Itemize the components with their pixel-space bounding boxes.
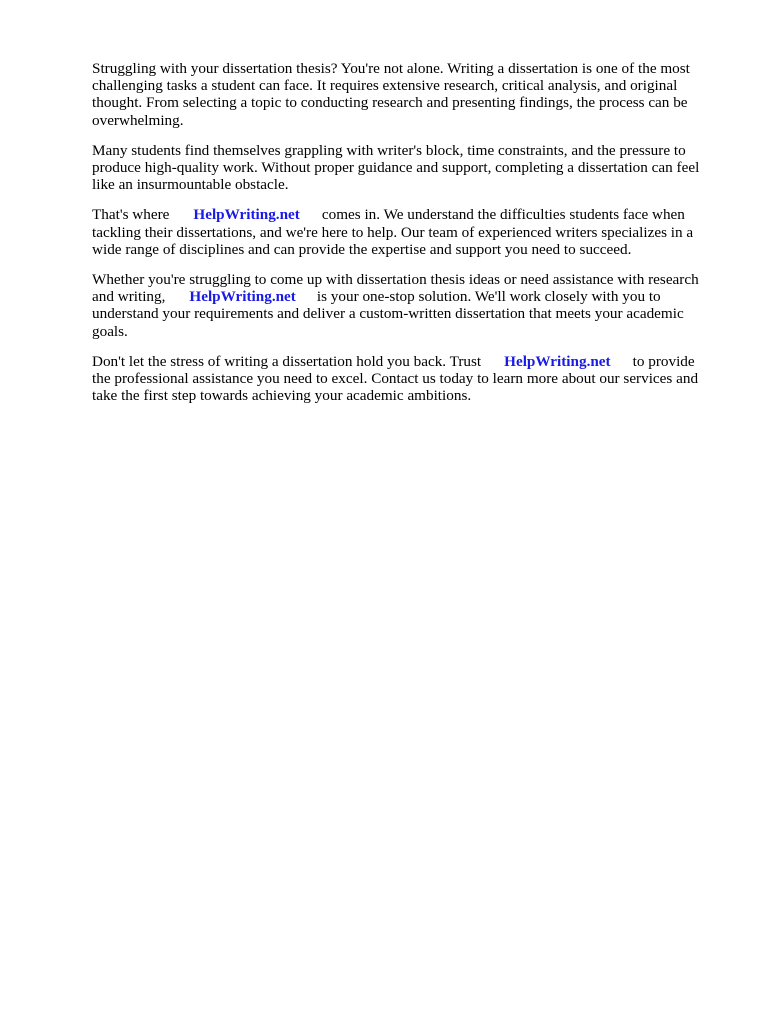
text-line: take the first step towards achieving your academic ambitions. [92,387,472,405]
text-line [92,353,722,370]
text-segment: to provide [632,352,695,370]
text-line: Struggling with your dissertation thesis? You're not alone. Writing a dissertation is one of the most [92,60,690,77]
text-line: overwhelming. [92,111,184,129]
helpwriting-link[interactable]: HelpWriting.net [193,206,300,224]
document-body [92,60,722,417]
helpwriting-link[interactable]: HelpWriting.net [189,288,296,306]
paragraph-struggles [92,142,722,194]
text-segment: is your one-stop solution. We'll work closely with you to [316,288,661,306]
paragraph-intro [92,60,722,129]
text-line: goals. [92,322,128,340]
helpwriting-link[interactable]: HelpWriting.net [504,352,611,370]
text-line: challenging tasks a student can face. It requires extensive research, critical analysis, and original [92,77,678,95]
text-line: like an insurmountable obstacle. [92,176,289,194]
paragraph-call-to-action [92,353,722,405]
text-segment: Don't let the stress of writing a dissertation hold you back. Trust [92,352,482,370]
text-line: thought. From selecting a topic to conducting research and presenting findings, the process can be [92,94,688,112]
text-segment: comes in. We understand the difficulties students face when [321,206,685,224]
text-segment: and writing, [92,288,166,306]
text-segment: That's where [92,206,170,224]
text-line: the professional assistance you need to excel. Contact us today to learn more about our services and [92,370,699,388]
text-line [92,288,722,305]
text-line: Many students find themselves grappling with writer's block, time constraints, and the pressure to [92,141,686,159]
text-line: understand your requirements and deliver a custom-written dissertation that meets your academic [92,305,684,323]
paragraph-solution [92,271,722,340]
text-line: tackling their dissertations, and we're here to help. Our team of experienced writers specializes in a [92,223,694,241]
text-line: Whether you're struggling to come up with dissertation thesis ideas or need assistance with research [92,271,699,289]
text-line: wide range of disciplines and can provide the expertise and support you need to succeed. [92,240,632,258]
text-line [92,206,722,223]
paragraph-service-intro [92,206,722,258]
text-line: produce high-quality work. Without proper guidance and support, completing a dissertation can feel [92,159,700,177]
